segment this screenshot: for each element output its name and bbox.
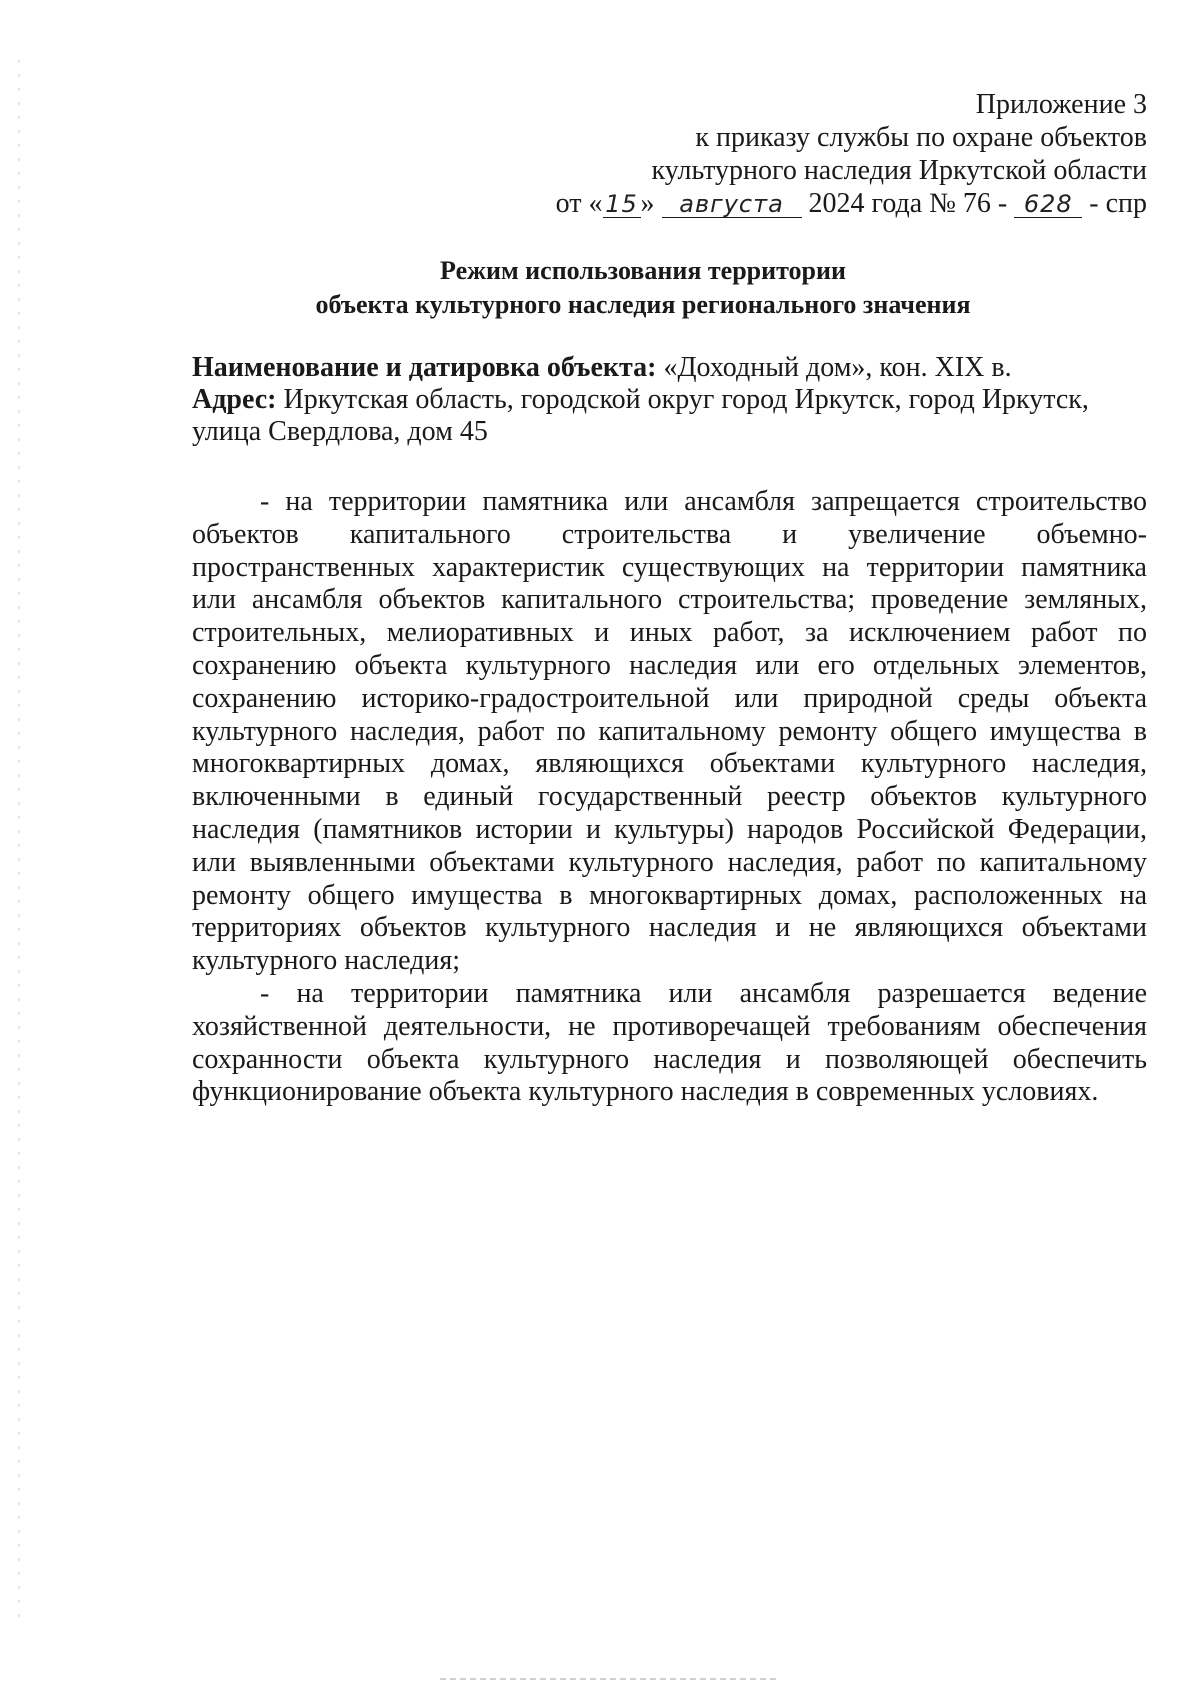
handwritten-order-number: 628 xyxy=(1014,191,1082,218)
scan-bottom-artifact xyxy=(440,1678,780,1680)
paragraph-permissions: - на территории памятника или ансамбля разрешается ведение хозяйственной деятельности, не противоречащей требованиям обеспечения сохранности объекта культурного наследия и позволяющей обеспечить функционирование объекта культурного наследия в современных условиях. xyxy=(192,977,1147,1108)
paragraph-prohibitions: - на территории памятника или ансамбля запрещается строительство объектов капитального строительства и увеличение объемно-пространственных характеристик существующих на территории памятника или ансамбля объектов капитального строительства; проведение земляных, строительных, мелиоративных и иных работ, за исключением работ по сохранению объекта культурного наследия или его отдельных элементов, сохранению историко-градостроительной или природной среды объекта культурного наследия, работ по капитальному ремонту общего имущества в многоквартирных домах, являющихся объектами культурного наследия, включенными в единый государственный реестр объектов культурного наследия (памятников истории и культуры) народов Российской Федерации, или выявленными объектами культурного наследия, работ по капитальному ремонту общего имущества в многоквартирных домах, расположенных на территориях объектов культурного наследия и не являющихся объектами культурного наследия; xyxy=(192,486,1147,977)
appendix-header xyxy=(556,88,1147,220)
order-suffix: - спр xyxy=(1089,188,1147,219)
object-address-row xyxy=(192,384,1147,448)
quote-close: » xyxy=(640,188,655,219)
object-address-value: Иркутская область, городской округ город Иркутск, город Иркутск, улица Свердлова, дом 45 xyxy=(192,384,1089,447)
appendix-order-ref: к приказу службы по охране объектов xyxy=(695,122,1147,153)
object-address-label: Адрес: xyxy=(192,384,277,415)
appendix-number: Приложение 3 xyxy=(975,89,1147,120)
document-title xyxy=(0,254,1200,322)
title-line-2: объекта культурного наследия регионального значения xyxy=(315,290,971,319)
object-name-value: «Доходный дом», кон. XIX в. xyxy=(663,352,1012,383)
date-prefix: от « xyxy=(555,188,603,219)
object-name-row xyxy=(192,352,1147,384)
object-name-label: Наименование и датировка объекта: xyxy=(192,352,657,383)
handwritten-month: августа xyxy=(662,191,802,218)
regime-body xyxy=(192,486,1147,1109)
year-and-order: 2024 года № 76 - xyxy=(808,188,1008,219)
object-info xyxy=(192,352,1147,448)
appendix-agency: культурного наследия Иркутской области xyxy=(651,155,1147,186)
appendix-date-line xyxy=(556,187,1147,220)
title-line-1: Режим использования территории xyxy=(440,256,846,285)
handwritten-day: 15 xyxy=(603,191,641,218)
